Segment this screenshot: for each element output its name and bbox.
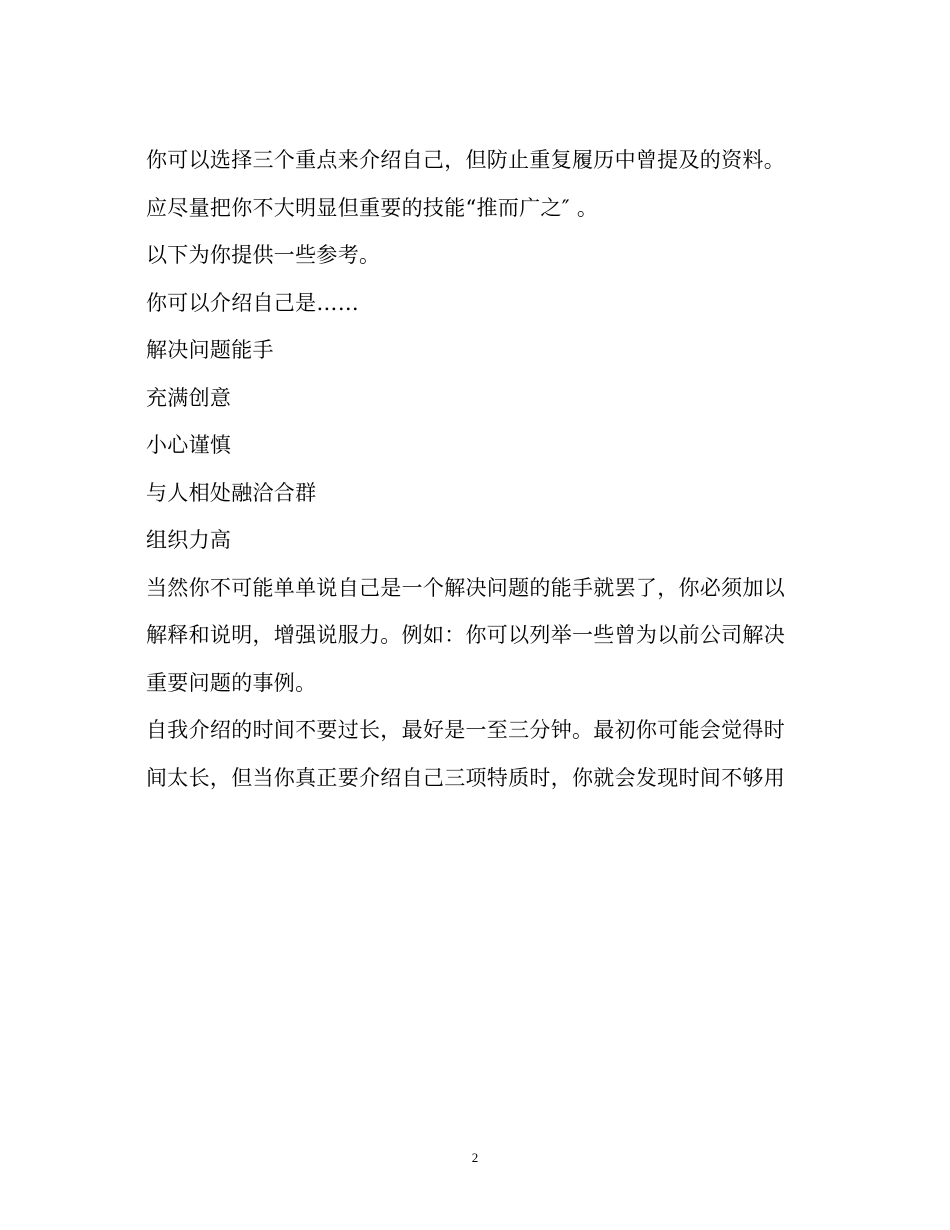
text-line: 当然你不可能单单说自己是一个解决问题的能手就罢了，你必须加以 [146, 575, 785, 600]
text-line: 解释和说明，增强说服力。例如：你可以列举一些曾为以前公司解决 [146, 623, 785, 647]
text-line: 以下为你提供一些参考。 [146, 243, 381, 267]
text-line: 自我介绍的时间不要过长，最好是一至三分钟。最初你可能会觉得时 [146, 718, 785, 742]
text-line: 你可以介绍自己是…… [146, 290, 359, 315]
list-item: 充满创意 [146, 385, 232, 410]
list-item: 组织力高 [146, 528, 232, 552]
list-item: 与人相处融洽合群 [146, 480, 317, 505]
text-line: 间太长，但当你真正要介绍自己三项特质时，你就会发现时间不够用 [146, 765, 785, 790]
document-body [146, 124, 806, 814]
text-line: 应尽量把你不大明显但重要的技能“推而广之″ 。 [146, 195, 599, 220]
list-item: 小心谨慎 [146, 433, 232, 457]
text-line: 你可以选择三个重点来介绍自己，但防止重复履历中曾提及的资料。 [146, 148, 785, 172]
list-item: 解决问题能手 [146, 338, 274, 362]
text-line: 重要问题的事例。 [146, 670, 317, 695]
page-number: 2 [471, 1150, 479, 1165]
